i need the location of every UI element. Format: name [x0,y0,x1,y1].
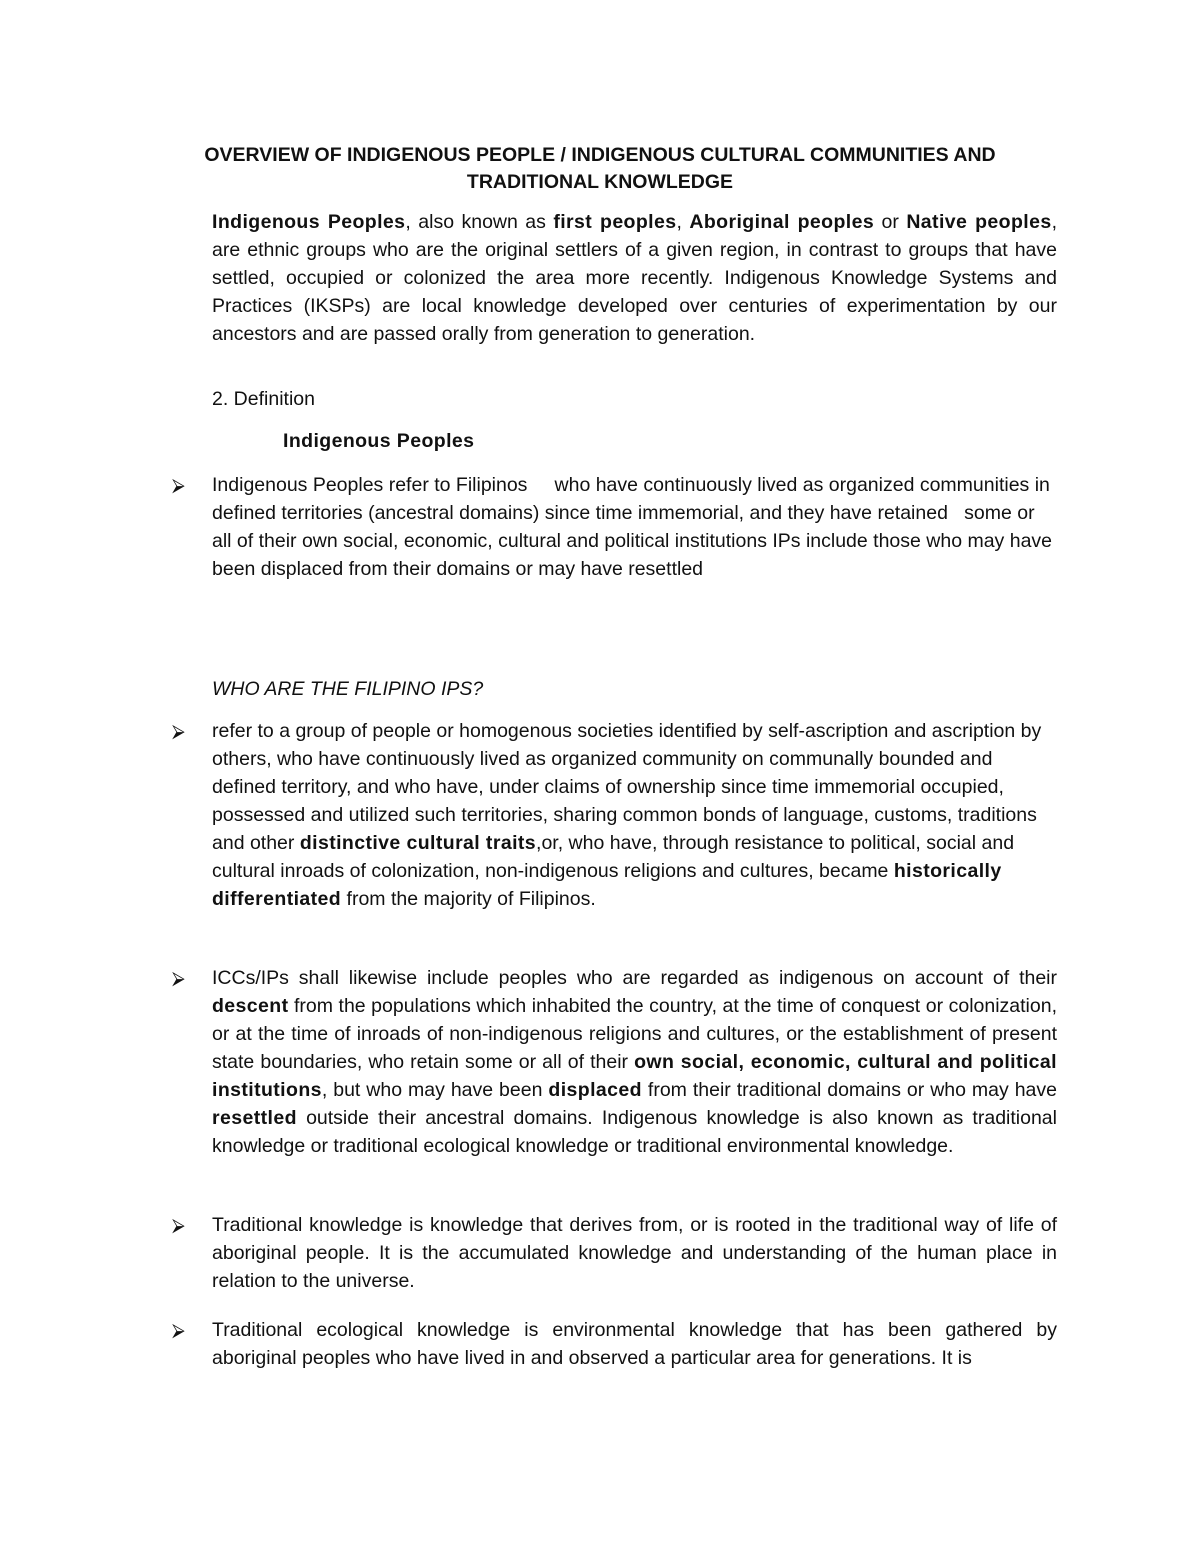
intro-paragraph: Indigenous Peoples, also known as first peoples, Aboriginal peoples or Native peoples, are ethnic groups who are the original settlers of a given region, in contrast to groups that have settled, occupied or colonized the area more recently. Indigenous Knowledge Systems and Practices (IKSPs) are local knowledge developed over centuries of experimentation by our ancestors and are passed orally from generation to generation. [212,211,1058,345]
bullet-arrow-icon: ⮚ [172,475,185,495]
definition-bullet-text: Indigenous Peoples refer to Filipinos who have continuously lived as organized communities in defined territories (ancestral domains) since time immemorial, and they have retained some or all of their own social, economic, cultural and political institutions IPs include those who may have been displaced from their domains or may have resettled [212,474,1058,580]
bullet-arrow-icon: ⮚ [172,968,185,988]
title-line-2: TRADITIONAL KNOWLEDGE [466,171,734,193]
term-first-peoples: first peoples [553,211,677,233]
definition-label: 2. Definition [212,388,315,410]
term-native-peoples: Native peoples [906,211,1052,233]
who-bullet-2: ICCs/IPs shall likewise include peoples who are regarded as indigenous on account of their descent from the populations which inhabited the country, at the time of conquest or colonization, or at the time of inroads of non-indigenous religions and cultures, or the establishment of present state boundaries, who retain some or all of their own social, economic, cultural and political institutions, but who may have been displaced from their traditional domains or who may have resettled outside their ancestral domains. Indigenous knowledge is also known as traditional knowledge or traditional ecological knowledge or traditional environmental knowledge. [212,967,1057,1157]
term-aboriginal-peoples: Aboriginal peoples [689,211,875,233]
page-title [140,142,1060,196]
definition-subheading: Indigenous Peoples [283,430,475,452]
who-bullet-3: Traditional knowledge is knowledge that derives from, or is rooted in the traditional way of life of aboriginal people. It is the accumulated knowledge and understanding of the human place in relation to the universe. [212,1214,1057,1292]
title-line-1: OVERVIEW OF INDIGENOUS PEOPLE / INDIGENOUS CULTURAL COMMUNITIES AND [204,144,996,166]
bullet-arrow-icon: ⮚ [172,1320,185,1340]
who-bullet-4: Traditional ecological knowledge is environmental knowledge that has been gathered by aboriginal peoples who have lived in and observed a particular area for generations. It is [212,1319,1057,1369]
who-heading: WHO ARE THE FILIPINO IPS? [212,678,484,700]
bullet-arrow-icon: ⮚ [172,721,185,741]
who-bullet-1: refer to a group of people or homogenous societies identified by self-ascription and ascription by others, who have continuously lived as organized community on communally bounded and defined territory, and who have, under claims of ownership since time immemorial occupied, possessed and utilized such territories, sharing common bonds of language, customs, traditions and other distinctive cultural traits,or, who have, through resistance to political, social and cultural inroads of colonization, non-indigenous religions and cultures, became historically differentiated from the majority of Filipinos. [212,720,1042,910]
term-indigenous-peoples: Indigenous Peoples [212,211,406,233]
bullet-arrow-icon: ⮚ [172,1215,185,1235]
